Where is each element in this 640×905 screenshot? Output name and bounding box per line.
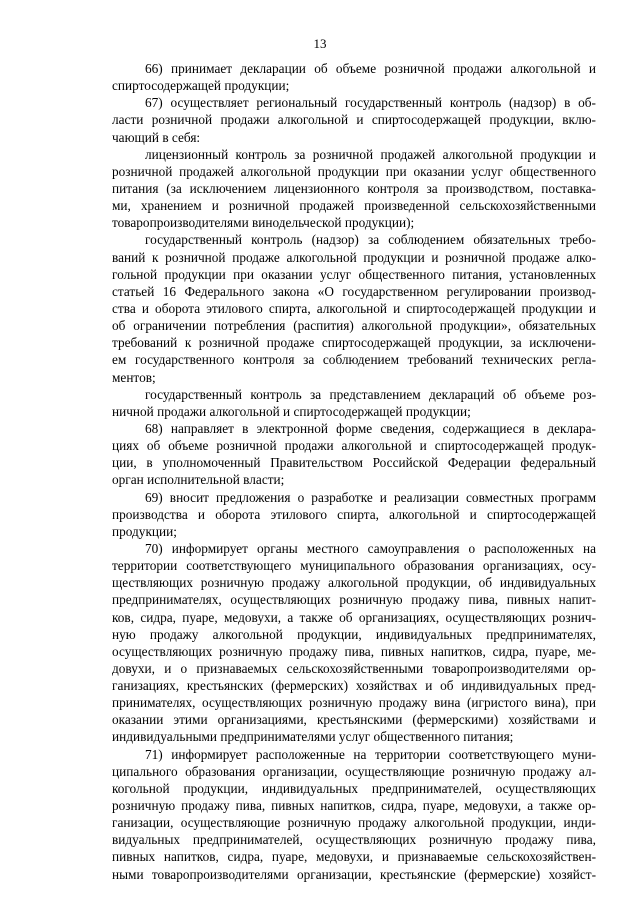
text-line: видуальных предпринимателей, осуществляющих розничную продажу пива, (112, 832, 596, 848)
text-line: 71) информирует расположенные на территории соответствующего муни- (145, 746, 596, 762)
text-line: ков, сидра, пуаре, медовухи, а также об организациях, осуществляющих рознич- (112, 609, 596, 625)
text-line: индивидуальными предпринимателями услуг общественного питания; (112, 729, 514, 745)
text-line: ную продажу алкогольной продукции, индивидуальных предпринимателях, (112, 626, 596, 642)
text-line: ными товаропроизводителями организации, крестьянские (фермерские) хозяйст- (112, 866, 596, 882)
text-line: ства и оборота этилового спирта, алкогольной и спиртосодержащей продукции и (112, 300, 596, 316)
text-line: 67) осуществляет региональный государственный контроль (надзор) в об- (145, 95, 596, 111)
text-line: ничной продажи алкогольной и спиртосодержащей продукции; (112, 403, 471, 419)
text-line: ществляющих розничную продажу алкогольной продукции, об индивидуальных (112, 575, 596, 591)
text-line: пивных напитков, сидра, пуаре, медовухи, и признаваемые сельскохозяйствен- (112, 849, 596, 865)
text-line: товаропроизводителями винодельческой продукции); (112, 215, 415, 231)
text-line: ментов; (112, 369, 156, 385)
text-line: 66) принимает декларации об объеме розничной продажи алкогольной и (145, 61, 596, 76)
paragraph-p70 (112, 540, 596, 746)
text-line: государственный контроль (надзор) за соблюдением обязательных требо- (145, 232, 596, 248)
text-line: когольной продукции, индивидуальных предпринимателей, осуществляющих (112, 780, 596, 796)
text-line: осуществляющих розничную продажу пива, пивных напитков, сидра, пуаре, ме- (112, 643, 596, 659)
text-line: 69) вносит предложения о разработке и реализации совместных программ (145, 489, 596, 505)
text-line: розничную продажу пива, пивных напитков, сидра, пуаре, медовухи, а также ор- (112, 798, 596, 814)
text-line: требований к розничной продаже спиртосодержащей продукции, за исключени- (112, 335, 596, 351)
paragraph-p68 (112, 420, 596, 489)
paragraph-p66 (112, 60, 596, 94)
text-line: ем государственного контроля за соблюдением требований технических регла- (112, 352, 596, 368)
text-line: циях об объеме розничной продажи алкогольной и спиртосодержащей продук- (112, 438, 596, 454)
text-line: 70) информирует органы местного самоуправления о расположенных на (145, 540, 596, 556)
paragraph-p67b (112, 231, 596, 385)
text-line: 68) направляет в электронной форме сведения, содержащиеся в деклара- (145, 420, 596, 436)
text-line: лицензионный контроль за розничной продажей алкогольной продукции и (145, 146, 596, 162)
paragraph-p69 (112, 489, 596, 540)
paragraph-p67c (112, 386, 596, 420)
text-line: принимателях, осуществляющих розничную продажу вина (игристого вина), при (112, 695, 596, 711)
text-line: ципального образования организации, осуществляющие розничную продажу ал- (112, 763, 596, 779)
text-line: об ограничении потребления (распития) алкогольной продукции», обязательных (112, 318, 596, 334)
page-number: 13 (313, 36, 327, 51)
text-line: территории соответствующего муниципального образования организациях, осу- (112, 558, 596, 574)
text-line: ганизациях, крестьянских (фермерских) хозяйствах и об индивидуальных пред- (112, 678, 596, 694)
text-line: статьей 16 Федерального закона «О государственном регулировании производ- (112, 283, 596, 299)
paragraph-p67a (112, 146, 596, 232)
text-line: довухи, и о признаваемых сельскохозяйственными товаропроизводителями ор- (112, 660, 596, 676)
text-line: спиртосодержащей продукции; (112, 78, 290, 94)
text-line: государственный контроль за представлением деклараций об объеме роз- (145, 386, 596, 402)
text-line: розничной продажей алкогольной продукции при оказании услуг общественного (112, 163, 596, 179)
text-line: ции, в уполномоченный Правительством Российской Федерации федеральный (112, 455, 596, 471)
text-line: оказании этими организациями, крестьянскими (фермерскими) хозяйствами и (112, 712, 596, 728)
text-line: продукции; (112, 523, 177, 539)
paragraph-p67 (112, 94, 596, 145)
text-line: ганизации, осуществляющие розничную продажу алкогольной продукции, инди- (112, 815, 596, 831)
text-line: ми, хранением и розничной продажей произведенной сельскохозяйственными (112, 198, 596, 214)
text-line: гольной продукции при оказании услуг общественного питания, установленных (112, 266, 596, 282)
document-body (112, 60, 596, 883)
text-line: ласти розничной продажи алкогольной и спиртосодержащей продукции, вклю- (112, 112, 596, 128)
text-line: чающий в себя: (112, 129, 201, 145)
paragraph-p71 (112, 746, 596, 883)
text-line: производства и оборота этилового спирта, алкогольной и спиртосодержащей (112, 506, 596, 522)
text-line: орган исполнительной власти; (112, 472, 285, 488)
text-line: питания (за исключением лицензионного контроля за производством, поставка- (112, 180, 596, 196)
text-line: предпринимателях, осуществляющих розничную продажу пива, пивных напит- (112, 592, 596, 608)
text-line: ваний к розничной продаже алкогольной продукции и розничной продаже алко- (112, 249, 596, 265)
